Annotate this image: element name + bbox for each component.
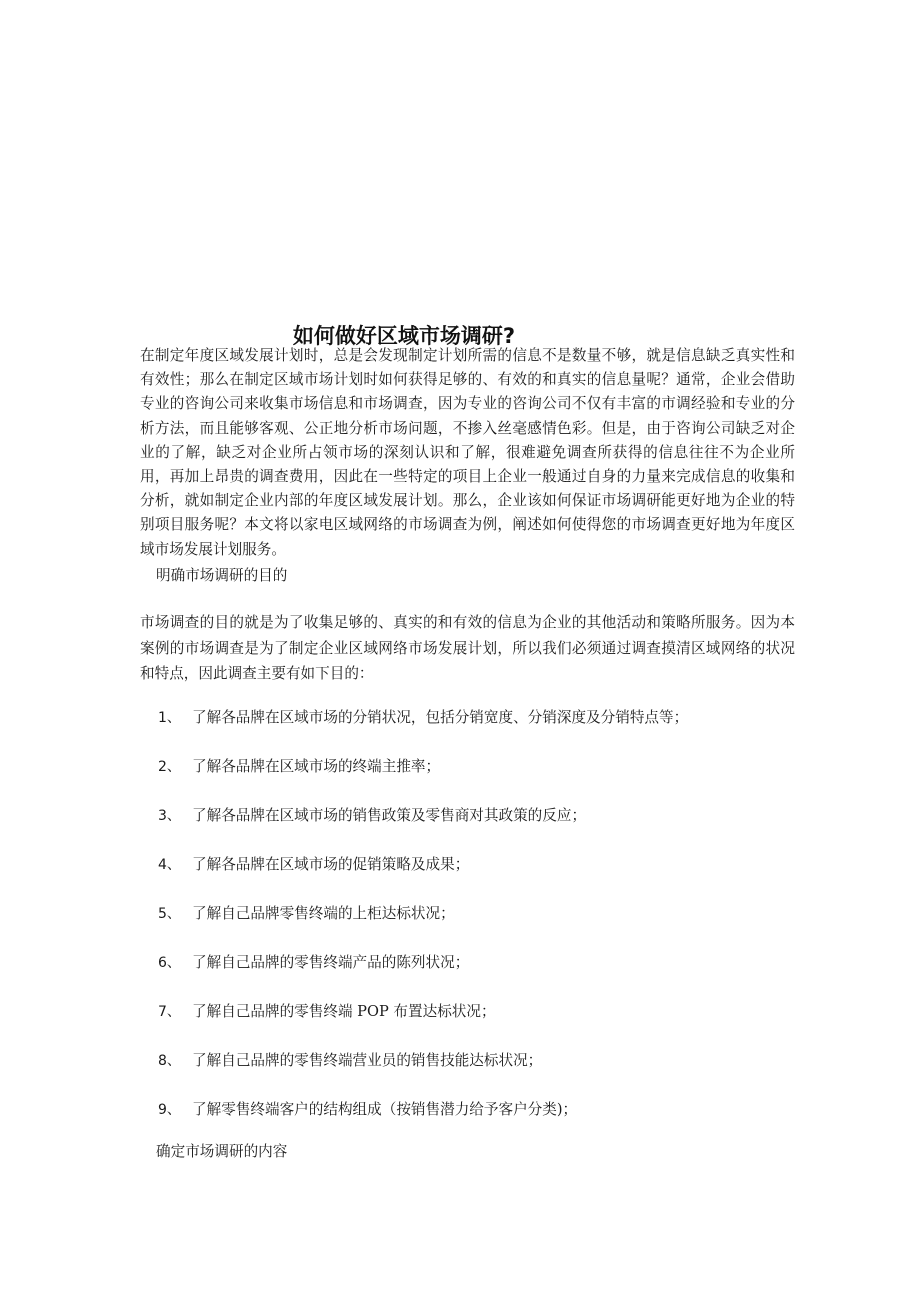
list-item — [158, 1098, 577, 1122]
list-item-text: 了解自己品牌零售终端的上柜达标状况； — [192, 905, 455, 922]
list-item-number: 2、 — [158, 759, 181, 775]
list-item-number: 9、 — [158, 1102, 181, 1118]
page-title: 如何做好区域市场调研? — [292, 324, 516, 349]
list-item — [158, 1000, 496, 1024]
list-item-text: 了解各品牌在区域市场的销售政策及零售商对其政策的反应； — [192, 807, 587, 824]
list-item-text: 了解自己品牌的零售终端营业员的销售技能达标状况； — [192, 1052, 543, 1069]
list-item — [158, 853, 469, 877]
section-heading-purpose: 明确市场调研的目的 — [156, 567, 288, 584]
list-item-number: 7、 — [158, 1004, 181, 1020]
list-item — [158, 951, 469, 975]
list-item-number: 6、 — [158, 955, 181, 971]
list-item-text: 了解自己品牌的零售终端 POP 布置达标状况； — [192, 1003, 496, 1020]
list-item-text: 了解各品牌在区域市场的终端主推率； — [192, 758, 441, 775]
list-item-number: 3、 — [158, 808, 181, 824]
list-item — [158, 706, 688, 730]
list-item-text: 了解各品牌在区域市场的促销策略及成果； — [192, 856, 470, 873]
intro-paragraph: 在制定年度区域发展计划时，总是会发现制定计划所需的信息不是数量不够，就是信息缺乏真实性和有效性；那么在制定区域市场计划时如何获得足够的、有效的和真实的信息量呢？通常，企业会借助专业的咨询公司来收集市场信息和市场调查，因为专业的咨询公司不仅有丰富的市调经验和专业的分析方法，而且能够客观、公正地分析市场问题，不掺入丝毫感情色彩。但是，由于咨询公司缺乏对企业的了解，缺乏对企业所占领市场的深刻认识和了解，很难避免调查所获得的信息往往不为企业所用，再加上昂贵的调查费用，因此在一些特定的项目上企业一般通过自身的力量来完成信息的收集和分析，就如制定企业内部的年度区域发展计划。那么，企业该如何保证市场调研能更好地为企业的特别项目服务呢？本文将以家电区域网络的市场调查为例，阐述如何使得您的市场调查更好地为年度区域市场发展计划服务。 — [140, 347, 795, 558]
list-item-text: 了解各品牌在区域市场的分销状况，包括分销宽度、分销深度及分销特点等； — [192, 709, 689, 726]
list-item — [158, 902, 455, 926]
list-item — [158, 804, 586, 828]
list-item-number: 8、 — [158, 1053, 181, 1069]
list-item — [158, 755, 440, 779]
list-item-number: 4、 — [158, 857, 181, 873]
list-item — [158, 1049, 542, 1073]
list-item-number: 5、 — [158, 906, 181, 922]
list-item-text: 了解自己品牌的零售终端产品的陈列状况； — [192, 954, 470, 971]
section-heading-content: 确定市场调研的内容 — [156, 1143, 288, 1160]
list-item-text: 了解零售终端客户的结构组成（按销售潜力给予客户分类)； — [192, 1101, 578, 1118]
purpose-paragraph: 市场调查的目的就是为了收集足够的、真实的和有效的信息为企业的其他活动和策略所服务。因为本案例的市场调查是为了制定企业区域网络市场发展计划，所以我们必须通过调查摸清区域网络的状况和特点，因此调查主要有如下目的： — [140, 614, 795, 683]
list-item-number: 1、 — [158, 710, 181, 726]
